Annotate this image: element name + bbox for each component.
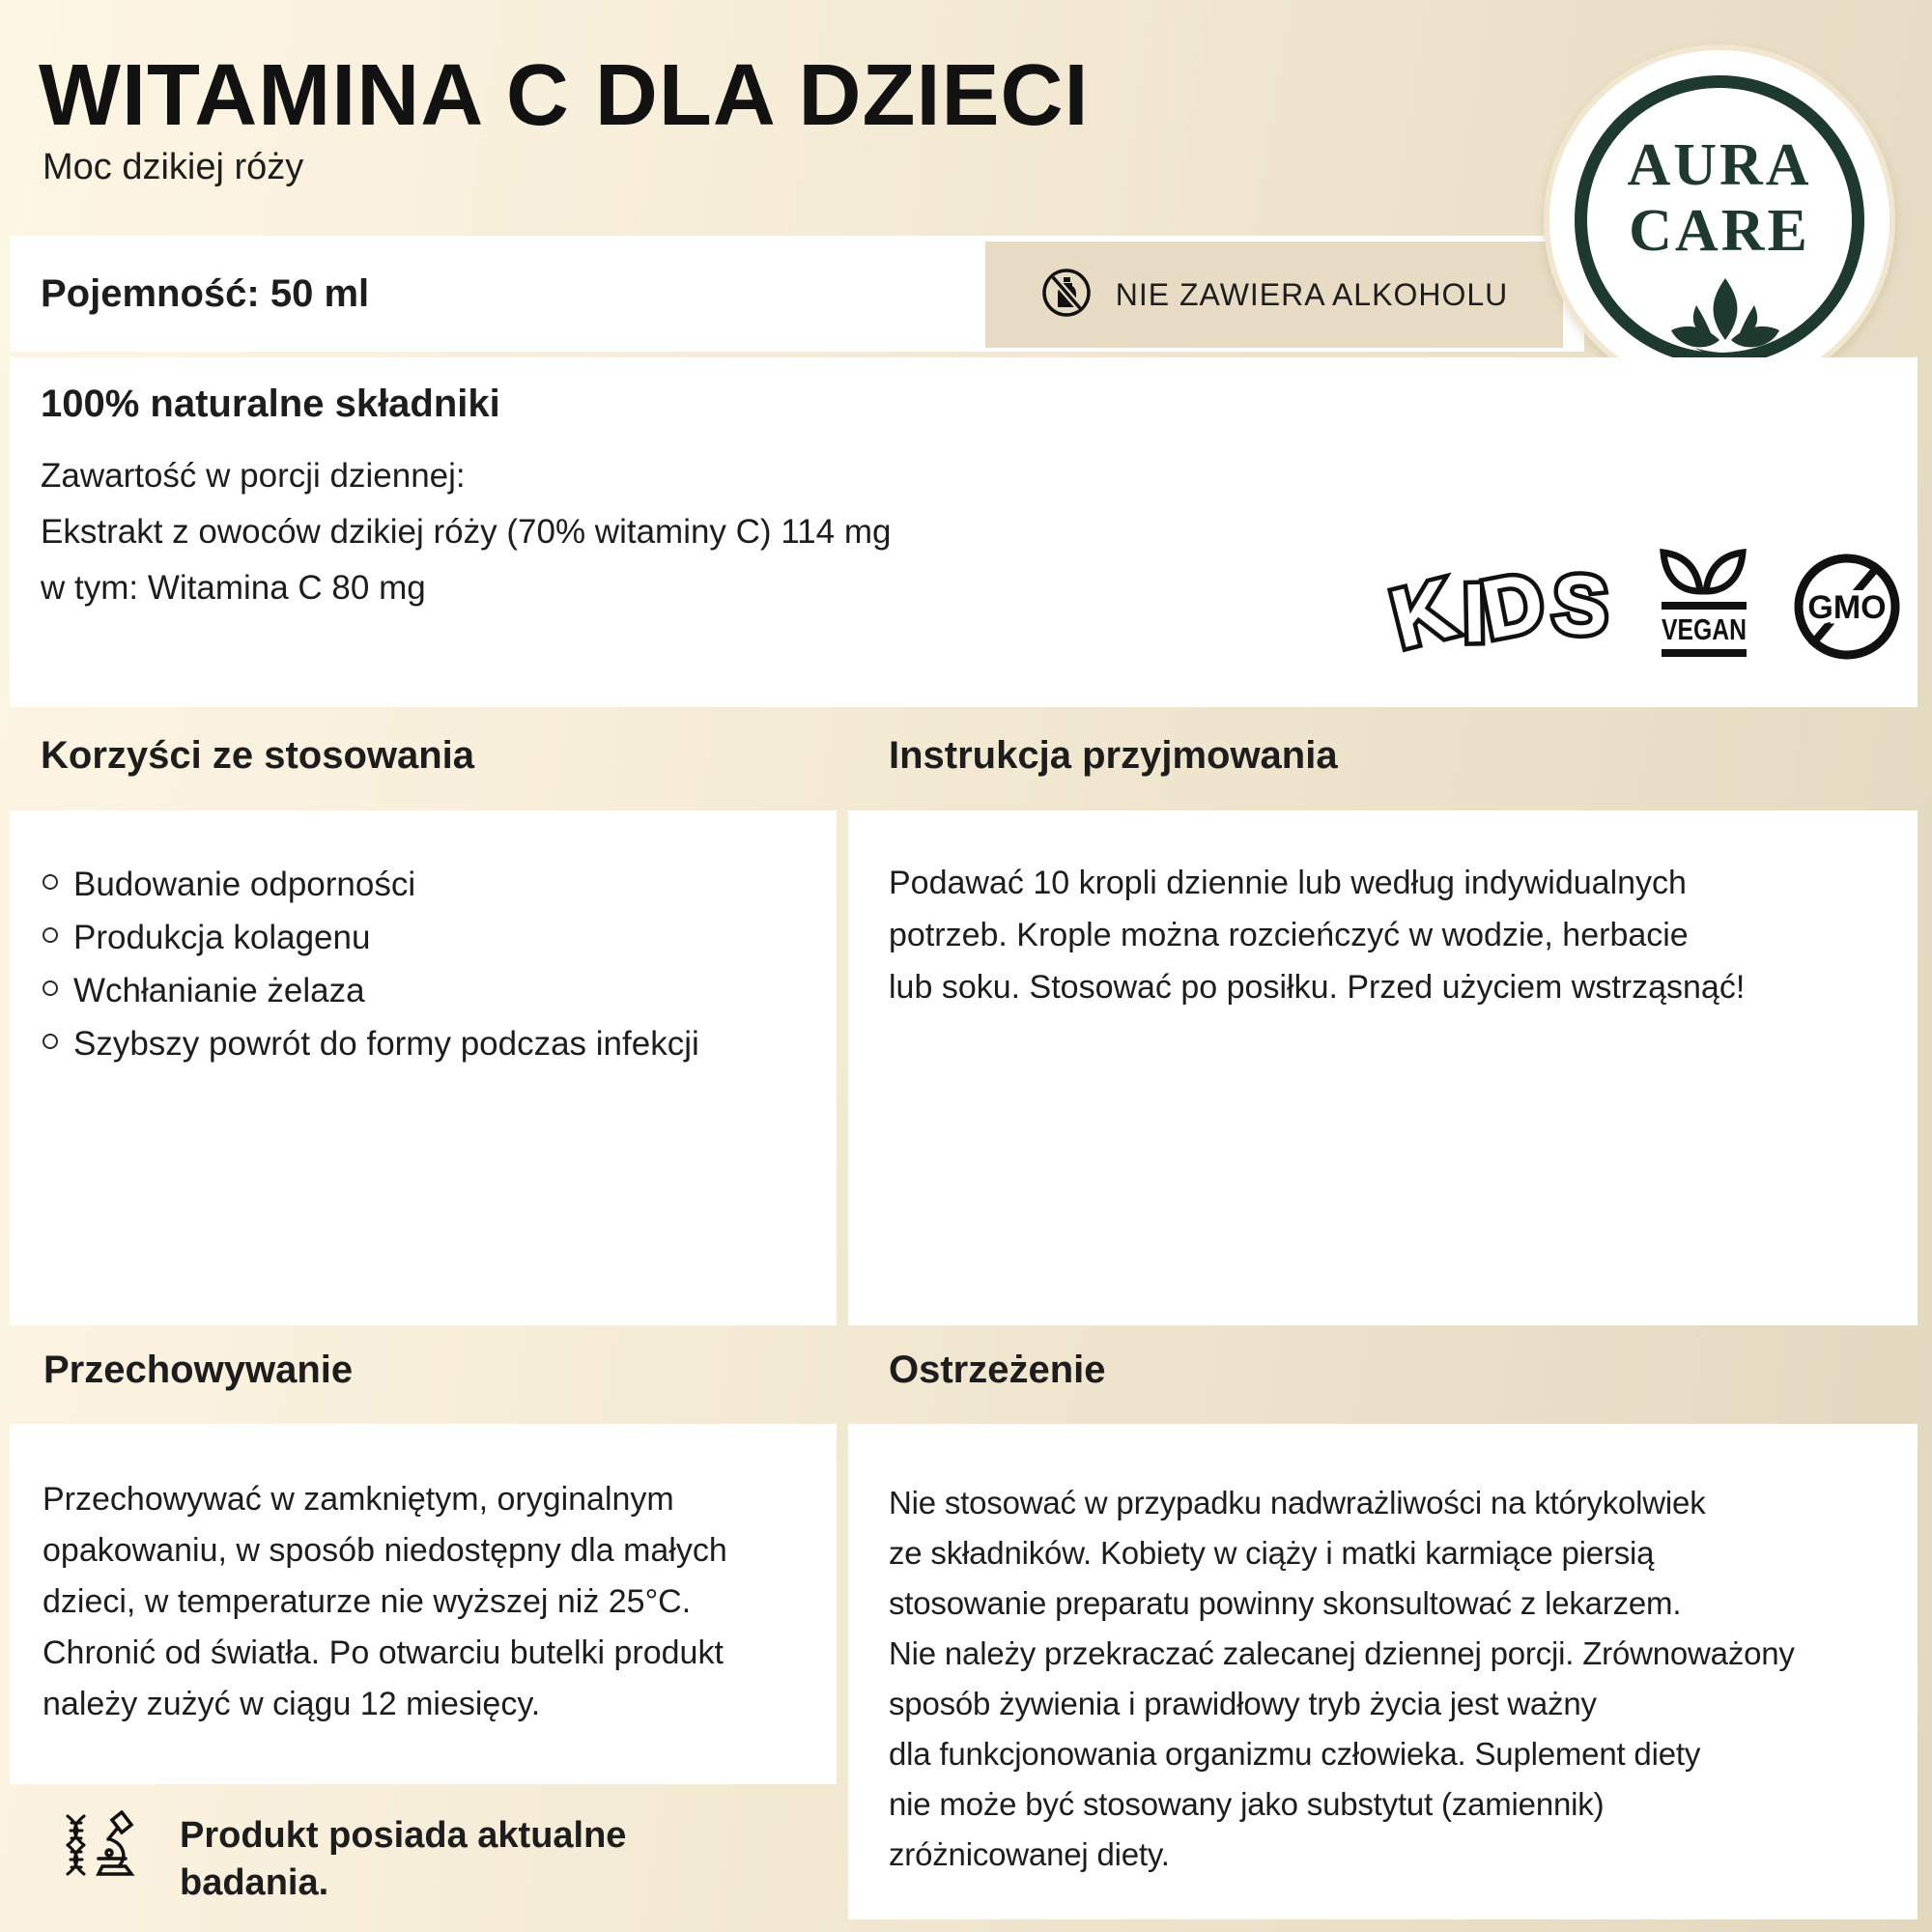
vegan-badge-icon: [1640, 543, 1768, 675]
warning-line: nie może być stosowany jako substytut (zamiennik): [889, 1786, 1605, 1822]
ingredients-heading: 100% naturalne składniki: [41, 383, 500, 425]
warning-line: ze składników. Kobiety w ciąży i matki karmiące piersią: [889, 1535, 1655, 1571]
benefits-list: [10, 810, 837, 1065]
ingredients-line: Ekstrakt z owoców dzikiej róży (70% witaminy C) 114 mg: [41, 513, 892, 551]
gmo-free-badge-icon: [1789, 549, 1905, 669]
page-title: WITAMINA C DLA DZIECI: [39, 47, 1090, 144]
research-note-line: badania.: [180, 1862, 329, 1903]
benefits-panel: [10, 810, 837, 1325]
benefits-heading: Korzyści ze stosowania: [41, 734, 475, 777]
ingredients-line: Zawartość w porcji dziennej:: [41, 457, 466, 495]
lotus-icon: [1667, 276, 1783, 370]
instructions-line: potrzeb. Krople można rozcieńczyć w wodzie, herbacie: [889, 917, 1689, 953]
instructions-panel: [848, 810, 1918, 1325]
warning-line: zróżnicowanej diety.: [889, 1836, 1170, 1872]
warning-body: [848, 1424, 1918, 1880]
warning-line: Nie stosować w przypadku nadwrażliwości na którykolwiek: [889, 1485, 1706, 1520]
storage-line: należy zużyć w ciągu 12 miesięcy.: [43, 1686, 541, 1722]
benefit-item: Wchłanianie żelaza: [43, 971, 837, 1011]
research-note: [180, 1812, 626, 1907]
benefit-item: Produkcja kolagenu: [43, 918, 837, 958]
storage-line: opakowaniu, w sposób niedostępny dla małych: [43, 1532, 727, 1569]
storage-line: Chronić od światła. Po otwarciu butelki produkt: [43, 1634, 724, 1671]
brand-logo: [1544, 44, 1895, 396]
ingredients-lines: [41, 448, 891, 616]
kids-badge-icon: [1379, 549, 1626, 674]
benefit-item: Szybszy powrót do formy podczas infekcji: [43, 1024, 837, 1065]
warning-panel: [848, 1424, 1918, 1919]
storage-line: Przechowywać w zamkniętym, oryginalnym: [43, 1481, 674, 1518]
instructions-heading: Instrukcja przyjmowania: [889, 734, 1338, 777]
svg-text:GMO: GMO: [1807, 589, 1887, 626]
logo-text-line2: CARE: [1629, 198, 1810, 264]
capacity-label: Pojemność: 50 ml: [41, 271, 370, 315]
warning-heading: Ostrzeżenie: [889, 1349, 1106, 1391]
storage-body: [10, 1424, 837, 1730]
storage-line: dzieci, w temperaturze nie wyższej niż 25°C.: [43, 1583, 692, 1620]
instructions-line: Podawać 10 kropli dziennie lub według indywidualnych: [889, 865, 1687, 901]
benefit-item: Budowanie odporności: [43, 865, 837, 905]
no-alcohol-icon: [1040, 267, 1093, 324]
page-subtitle: Moc dzikiej róży: [43, 147, 304, 187]
svg-text:VEGAN: VEGAN: [1662, 612, 1747, 646]
ingredients-line: w tym: Witamina C 80 mg: [41, 569, 426, 607]
storage-panel: [10, 1424, 837, 1784]
research-microscope-dna-icon: [58, 1810, 137, 1894]
warning-line: sposób żywienia i prawidłowy tryb życia jest ważny: [889, 1686, 1597, 1721]
research-note-line: Produkt posiada aktualne: [180, 1815, 627, 1856]
warning-line: stosowanie preparatu powinny skonsultować z lekarzem.: [889, 1585, 1682, 1621]
warning-line: Nie należy przekraczać zalecanej dziennej porcji. Zrównoważony: [889, 1635, 1795, 1671]
storage-heading: Przechowywanie: [43, 1349, 354, 1391]
no-alcohol-bar: [985, 242, 1563, 348]
instructions-line: lub soku. Stosować po posiłku. Przed użyciem wstrząsnąć!: [889, 969, 1746, 1006]
svg-text:KIDS: KIDS: [1382, 554, 1613, 667]
warning-line: dla funkcjonowania organizmu człowieka. Suplement diety: [889, 1736, 1701, 1772]
logo-text-line1: AURA: [1627, 132, 1812, 198]
instructions-body: [848, 810, 1918, 1013]
ingredients-panel: [10, 357, 1918, 707]
no-alcohol-label: NIE ZAWIERA ALKOHOLU: [1115, 276, 1509, 312]
